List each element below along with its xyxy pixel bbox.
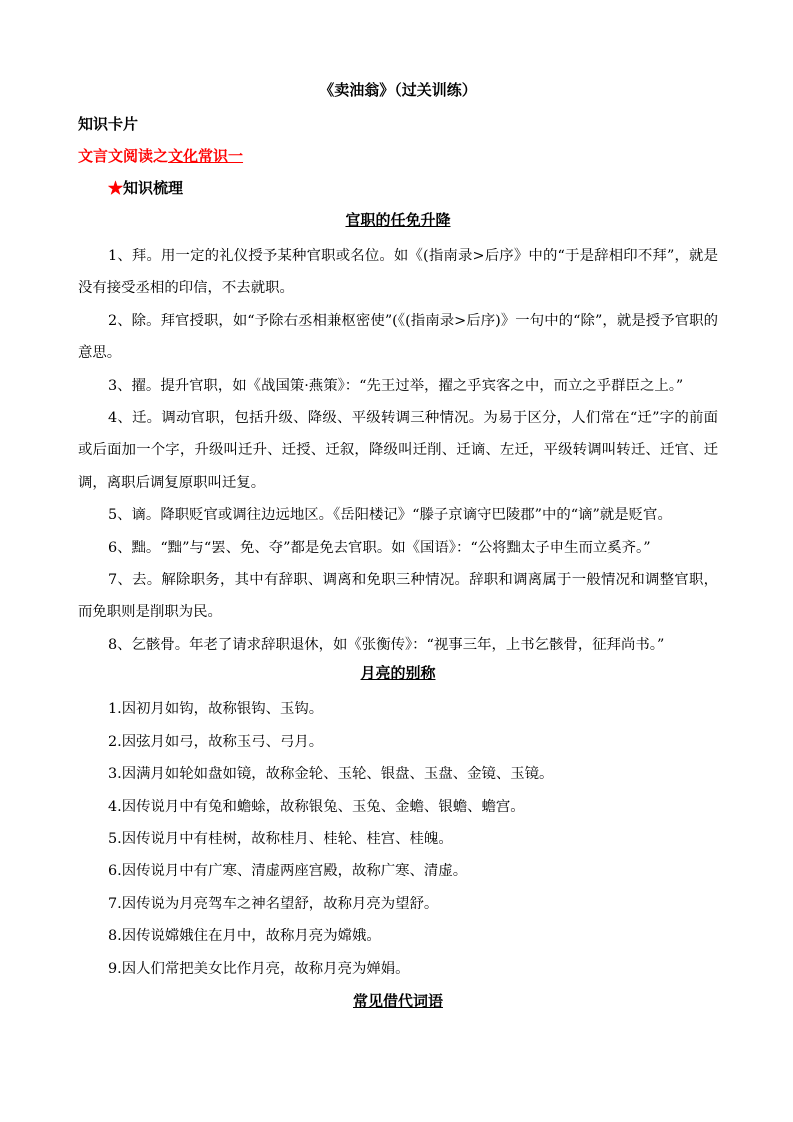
document-page — [78, 72, 718, 1021]
moon-name-item: 9.因人们常把美女比作月亮，故称月亮为婵娟。 — [108, 960, 410, 977]
section-moon-names — [78, 693, 718, 985]
knowledge-summary-label: 知识梳理 — [123, 179, 184, 197]
moon-name-item: 8.因传说嫦娥住在月中，故称月亮为嫦娥。 — [108, 928, 381, 945]
topic-heading-underlined: 文化常识一 — [168, 147, 244, 165]
moon-name-item: 3.因满月如轮如盘如镜，故称金轮、玉轮、银盘、玉盘、金镜、玉镜。 — [108, 766, 554, 783]
moon-name-item: 5.因传说月中有桂树，故称桂月、桂轮、桂宫、桂魄。 — [108, 830, 453, 847]
official-post-item: 6、黜。“黜”与“罢、免、夺”都是免去官职。如《国语》：“公将黜太子申生而立奚齐。” — [108, 539, 651, 556]
knowledge-summary-heading — [108, 178, 718, 198]
official-post-item: 8、乞骸骨。年老了请求辞职退休，如《张衡传》：“视事三年，上书乞骸骨，征拜尚书。” — [108, 636, 665, 653]
official-post-item: 5、谪。降职贬官或调往边远地区。《岳阳楼记》“滕子京谪守巴陵郡”中的“谪”就是贬官。 — [108, 507, 672, 524]
section-moon-names-title: 月亮的别称 — [360, 664, 436, 683]
knowledge-card-label: 知识卡片 — [78, 115, 139, 133]
official-post-item: 4、迁。调动官职，包括升级、降级、平级转调三种情况。为易于区分，人们常在“迁”字的前面或后面加一个字，升级叫迁升、迁授、迁叙，降级叫迁削、迁谪、左迁，平级转调叫转迁、迁官、迁调，离职后调复原职叫迁复。 — [78, 410, 718, 491]
moon-name-item: 6.因传说月中有广寒、清虚两座宫殿，故称广寒、清虚。 — [108, 863, 468, 880]
topic-heading — [78, 146, 718, 166]
document-title: 《卖油翁》（过关训练） — [319, 81, 477, 99]
section-official-posts — [78, 240, 718, 661]
section-metonymy-title: 常见借代词语 — [352, 991, 443, 1010]
moon-name-item: 7.因传说为月亮驾车之神名望舒，故称月亮为望舒。 — [108, 895, 439, 912]
moon-name-item: 1.因初月如钩，故称银钩、玉钩。 — [108, 701, 324, 718]
official-post-item: 3、擢。提升官职，如《战国策·燕策》：“先王过举，擢之乎宾客之中，而立之乎群臣之上。” — [108, 377, 684, 394]
star-icon: ★ — [108, 179, 124, 197]
moon-name-item: 2.因弦月如弓，故称玉弓、弓月。 — [108, 733, 324, 750]
topic-heading-prefix: 文言文阅读之 — [78, 147, 169, 165]
section-official-posts-title: 官职的任免升降 — [345, 211, 451, 229]
moon-name-item: 4.因传说月中有兔和蟾蜍，故称银兔、玉兔、金蟾、银蟾、蟾宫。 — [108, 798, 525, 815]
official-post-item: 1、拜。用一定的礼仪授予某种官职或名位。如《(指南录>后序》中的“于是辞相印不拜”，就是没有接受丞相的印信，不去就职。 — [78, 248, 718, 297]
official-post-item: 7、去。解除职务，其中有辞职、调离和免职三种情况。辞职和调离属于一般情况和调整官职，而免职则是削职为民。 — [78, 572, 718, 621]
official-post-item: 2、除。拜官授职，如“予除右丞相兼枢密使”(《(指南录>后序)》一句中的“除”，就是授予官职的意思。 — [78, 312, 718, 362]
